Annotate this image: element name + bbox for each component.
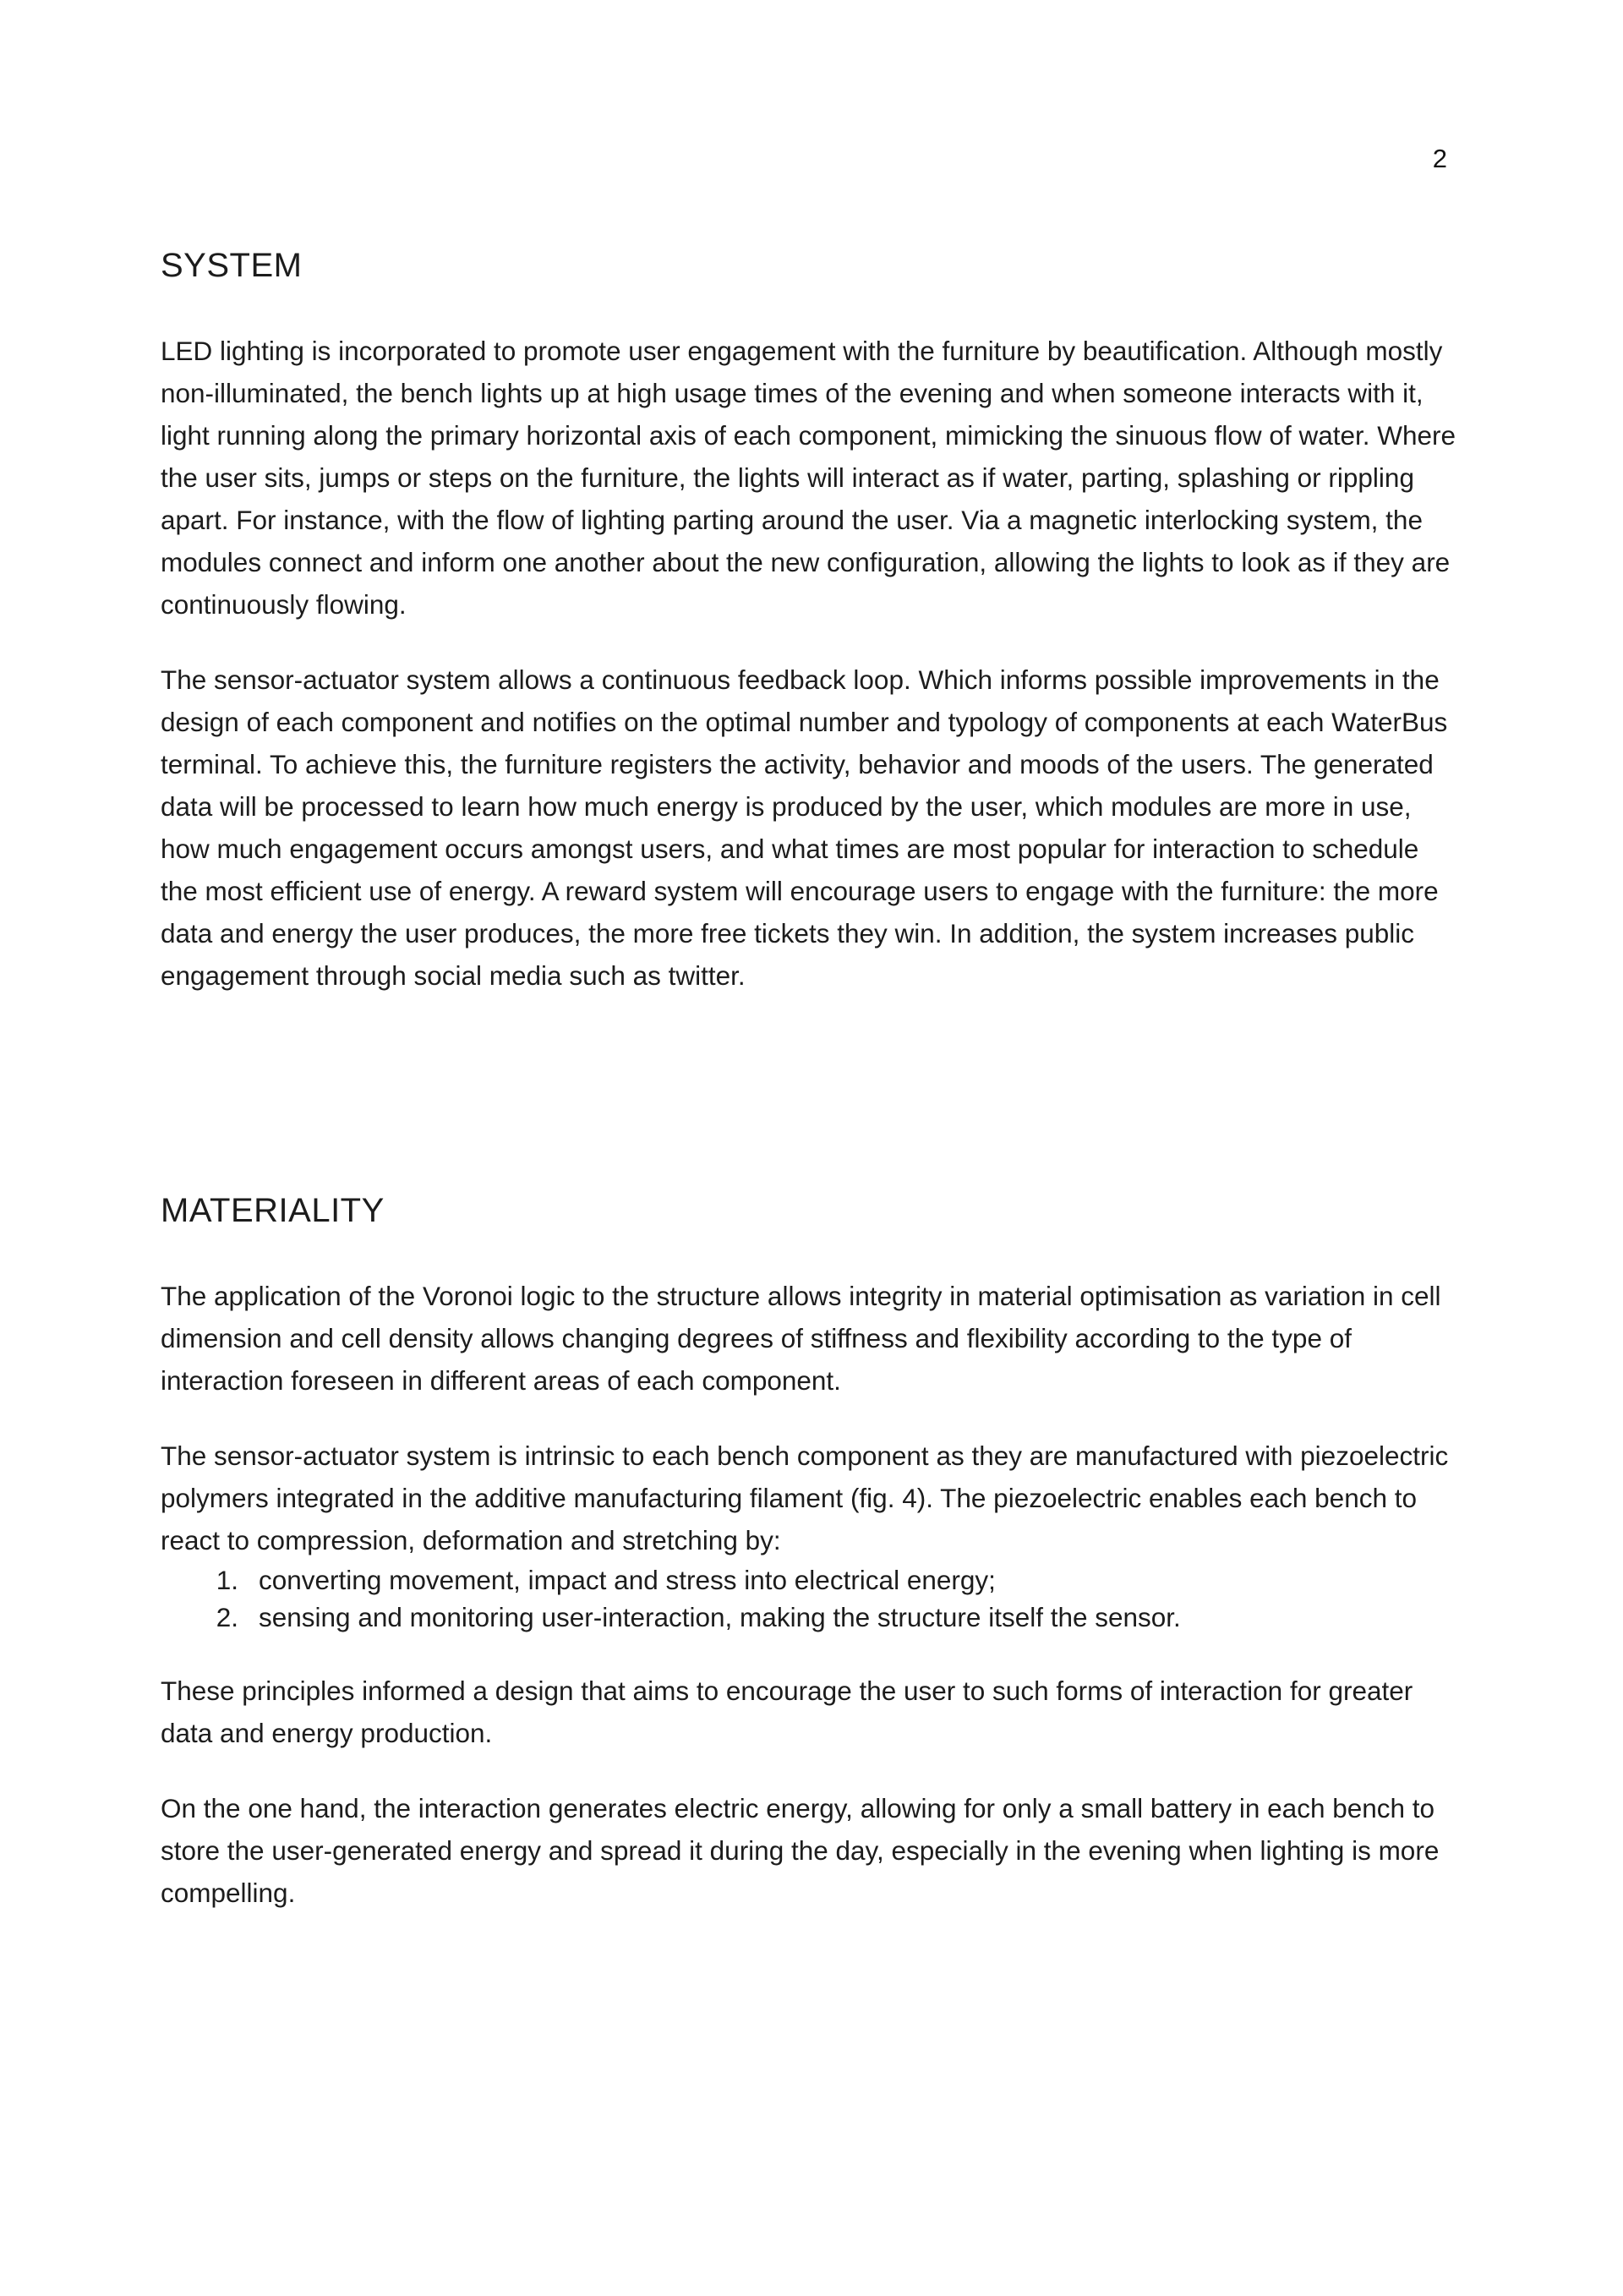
paragraph: The application of the Voronoi logic to the structure allows integrity in material optimisation as variation in cell dimension and cell density allows changing degrees of stiffness and flexibility according to the type of interaction foreseen in different areas of each component. bbox=[161, 1281, 1441, 1396]
section-heading-materiality: MATERIALITY bbox=[161, 1192, 385, 1229]
list-item-text: converting movement, impact and stress into electrical energy; bbox=[259, 1565, 996, 1595]
paragraph: These principles informed a design that aims to encourage the user to such forms of interaction for greater data and energy production. bbox=[161, 1676, 1413, 1748]
section-system bbox=[161, 245, 1462, 997]
paragraph: The sensor-actuator system is intrinsic to each bench component as they are manufactured with piezoelectric polymers integrated in the additive manufacturing filament (fig. 4). The piezoelectric enables each bench to react to compression, deformation and stretching by: bbox=[161, 1440, 1449, 1555]
section-heading-system: SYSTEM bbox=[161, 247, 303, 284]
section-spacer bbox=[161, 1030, 1462, 1190]
paragraph: On the one hand, the interaction generates electric energy, allowing for only a small battery in each bench to store the user-generated energy and spread it during the day, especially in the evening when lighting is more compelling. bbox=[161, 1793, 1440, 1908]
section-materiality bbox=[161, 1190, 1462, 1914]
list-item-text: sensing and monitoring user-interaction, making the structure itself the sensor. bbox=[259, 1602, 1181, 1632]
list-item bbox=[161, 1599, 1462, 1636]
paragraph: LED lighting is incorporated to promote user engagement with the furniture by beautification. Although mostly non-illuminated, the bench lights up at high usage times of the evening and when someone interacts with it, light running along the primary horizontal axis of each component, mimicking the sinuous flow of water. Where the user sits, jumps or steps on the furniture, the lights will interact as if water, parting, splashing or rippling apart. For instance, with the flow of lighting parting around the user. Via a magnetic interlocking system, the modules connect and inform one another about the new configuration, allowing the lights to look as if they are continuously flowing. bbox=[161, 336, 1456, 620]
paragraph: The sensor-actuator system allows a continuous feedback loop. Which informs possible improvements in the design of each component and notifies on the optimal number and typology of components at each WaterBus terminal. To achieve this, the furniture registers the activity, behavior and moods of the users. The generated data will be processed to learn how much energy is produced by the user, which modules are more in use, how much engagement occurs amongst users, and what times are most popular for interaction to schedule the most efficient use of energy. A reward system will encourage users to engage with the furniture: the more data and energy the user produces, the more free tickets they win. In addition, the system increases public engagement through social media such as twitter. bbox=[161, 664, 1448, 991]
list-number: 1. bbox=[216, 1565, 238, 1595]
page-number: 2 bbox=[1432, 144, 1447, 173]
list-item bbox=[161, 1561, 1462, 1599]
document-body bbox=[161, 245, 1462, 1947]
numbered-list bbox=[161, 1561, 1462, 1636]
list-number: 2. bbox=[216, 1602, 238, 1632]
